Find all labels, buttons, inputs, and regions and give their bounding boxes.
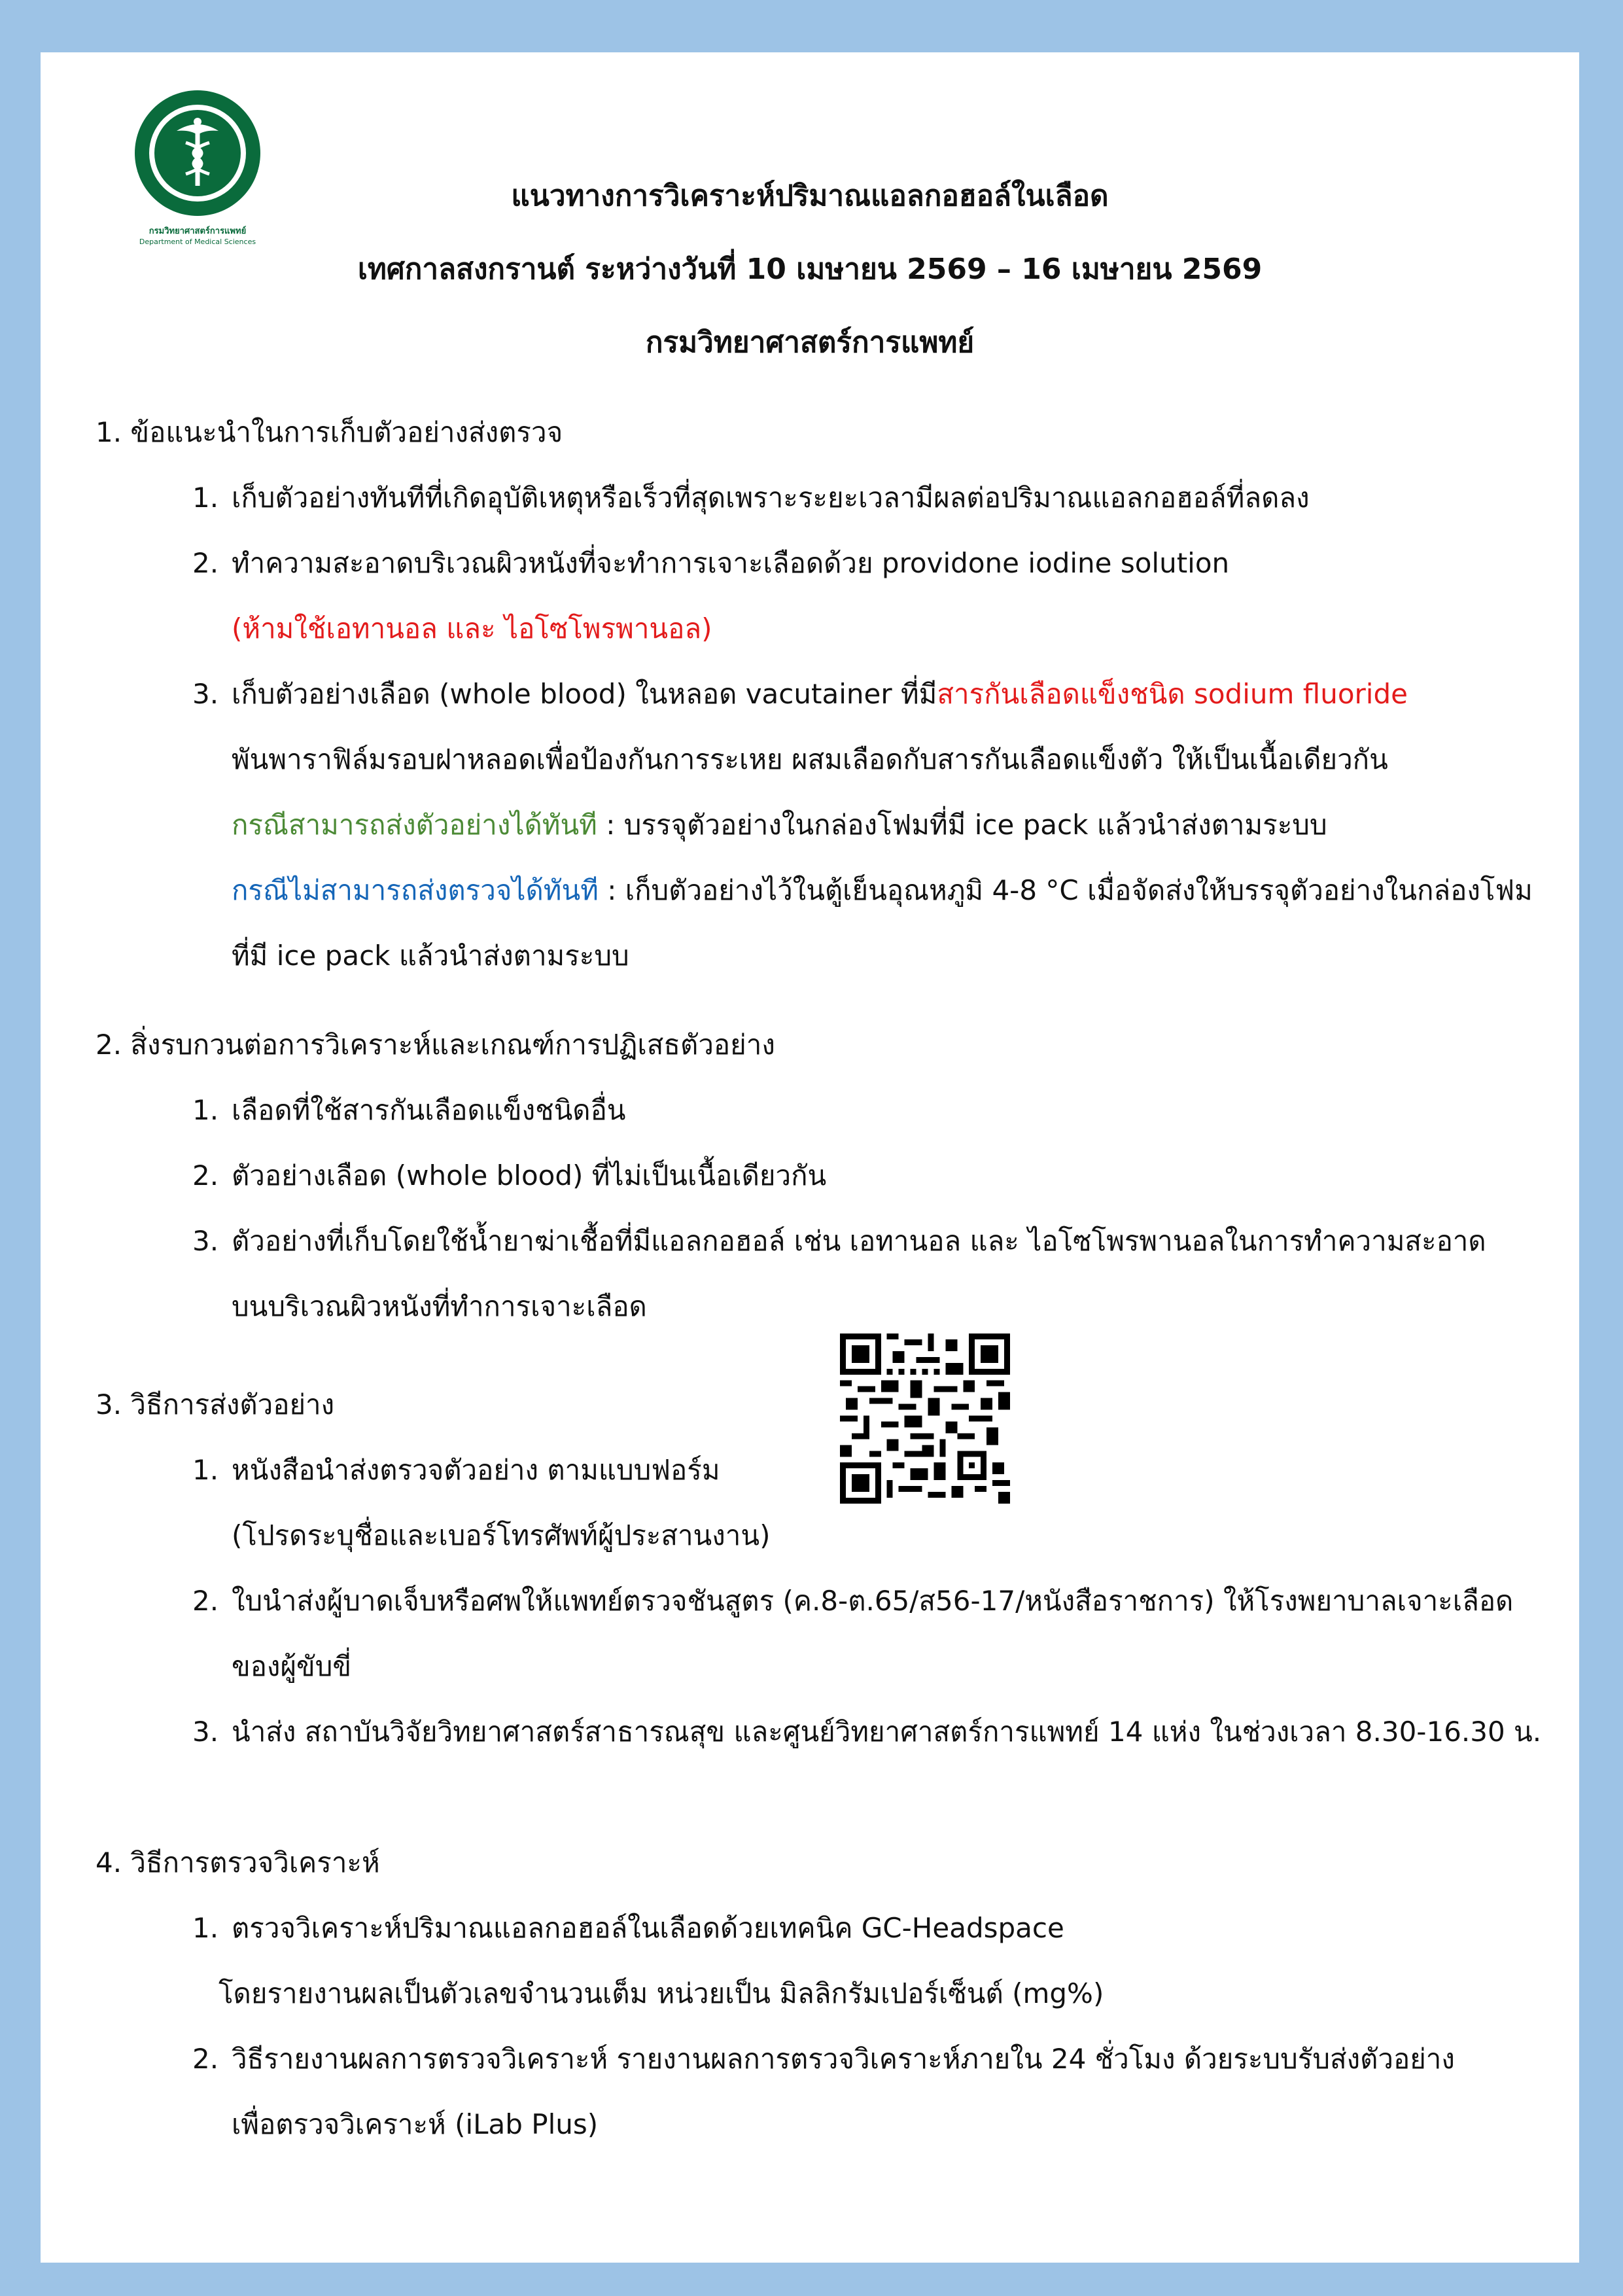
dmsc-logo bbox=[106, 88, 289, 246]
s3-item-1: 1. หนังสือนำส่งตรวจตัวอย่าง ตามแบบฟอร์ม bbox=[192, 1454, 720, 1486]
s1-item-3: 3. เก็บตัวอย่างเลือด (whole blood) ในหลอด vacutainer ที่มีสารกันเลือดแข็งชนิด sodium fluoride bbox=[192, 678, 1408, 710]
section-3-heading: 3. วิธีการส่งตัวอย่าง bbox=[96, 1388, 335, 1421]
logo-org-en: Department of Medical Sciences bbox=[139, 238, 256, 246]
s3-item-3: 3. นำส่ง สถาบันวิจัยวิทยาศาสตร์สาธารณสุข และศูนย์วิทยาศาสตร์การแพทย์ 14 แห่ง ในช่วงเวลา 8.30-16.30 น. bbox=[192, 1716, 1542, 1748]
s2-item-2: 2. ตัวอย่างเลือด (whole blood) ที่ไม่เป็นเนื้อเดียวกัน bbox=[192, 1159, 827, 1192]
s2-item-1: 1. เลือดที่ใช้สารกันเลือดแข็งชนิดอื่น bbox=[192, 1094, 626, 1126]
section-4-heading: 4. วิธีการตรวจวิเคราะห์ bbox=[96, 1846, 380, 1879]
section-1-heading: 1. ข้อแนะนำในการเก็บตัวอย่างส่งตรวจ bbox=[96, 416, 563, 448]
anticoagulant-highlight: สารกันเลือดแข็งชนิด sodium fluoride bbox=[937, 678, 1408, 710]
s2-item-3-cont: บนบริเวณผิวหนังที่ทำการเจาะเลือด bbox=[232, 1290, 647, 1322]
title-line-3: กรมวิทยาศาสตร์การแพทย์ bbox=[645, 326, 975, 359]
s1-case-delayed-cont: ที่มี ice pack แล้วนำส่งตามระบบ bbox=[232, 940, 629, 972]
s1-case-immediate: กรณีสามารถส่งตัวอย่างได้ทันที : บรรจุตัวอย่างในกล่องโฟมที่มี ice pack แล้วนำส่งตามระบบ bbox=[232, 809, 1327, 841]
s1-item-2: 2. ทำความสะอาดบริเวณผิวหนังที่จะทำการเจาะเลือดด้วย providone iodine solution bbox=[192, 547, 1230, 579]
case-immediate-label: กรณีสามารถส่งตัวอย่างได้ทันที bbox=[232, 809, 597, 841]
title-line-2: เทศกาลสงกรานต์ ระหว่างวันที่ 10 เมษายน 2569 – 16 เมษายน 2569 bbox=[357, 253, 1263, 286]
title-line-1: แนวทางการวิเคราะห์ปริมาณแอลกอฮอล์ในเลือด bbox=[511, 179, 1109, 213]
s1-item-3-cont: พันพาราฟิล์มรอบฝาหลอดเพื่อป้องกันการระเหย ผสมเลือดกับสารกันเลือดแข็งตัว ให้เป็นเนื้อเดียวกัน bbox=[232, 743, 1388, 775]
s4-item-2-cont: เพื่อตรวจวิเคราะห์ (iLab Plus) bbox=[232, 2108, 599, 2140]
s3-item-1-cont: (โปรดระบุชื่อและเบอร์โทรศัพท์ผู้ประสานงาน) bbox=[232, 1519, 771, 1551]
s4-item-2: 2. วิธีรายงานผลการตรวจวิเคราะห์ รายงานผลการตรวจวิเคราะห์ภายใน 24 ชั่วโมง ด้วยระบบรับส่งตัวอย่าง bbox=[192, 2043, 1455, 2075]
s1-case-delayed: กรณีไม่สามารถส่งตรวจได้ทันที : เก็บตัวอย่างไว้ในตู้เย็นอุณหภูมิ 4-8 °C เมื่อจัดส่งให้บรรจุตัวอย่างในกล่องโฟม bbox=[232, 874, 1533, 906]
section-2-heading: 2. สิ่งรบกวนต่อการวิเคราะห์และเกณฑ์การปฏิเสธตัวอย่าง bbox=[96, 1029, 775, 1061]
case-delayed-label: กรณีไม่สามารถส่งตรวจได้ทันที bbox=[232, 874, 599, 906]
s3-item-2-cont: ของผู้ขับขี่ bbox=[232, 1650, 352, 1682]
s4-item-1: 1. ตรวจวิเคราะห์ปริมาณแอลกอฮอล์ในเลือดด้วยเทคนิค GC-Headspace bbox=[192, 1912, 1064, 1944]
logo-org-th: กรมวิทยาศาสตร์การแพทย์ bbox=[148, 226, 247, 236]
qr-code-icon[interactable] bbox=[840, 1333, 1010, 1504]
s2-item-3: 3. ตัวอย่างที่เก็บโดยใช้น้ำยาฆ่าเชื้อที่มีแอลกอฮอล์ เช่น เอทานอล และ ไอโซโพรพานอลในการทำความสะอาด bbox=[192, 1225, 1486, 1257]
s3-item-2: 2. ใบนำส่งผู้บาดเจ็บหรือศพให้แพทย์ตรวจชันสูตร (ค.8-ต.65/ส56-17/หนังสือราชการ) ให้โรงพยาบาลเจาะเลือด bbox=[192, 1585, 1514, 1617]
s1-item-1: 1. เก็บตัวอย่างทันทีที่เกิดอุบัติเหตุหรือเร็วที่สุดเพราะระยะเวลามีผลต่อปริมาณแอลกอฮอล์ที่ลดลง bbox=[192, 482, 1310, 514]
s1-item-2-warning: (ห้ามใช้เอทานอล และ ไอโซโพรพานอล) bbox=[232, 612, 712, 645]
s4-item-1-cont: โดยรายงานผลเป็นตัวเลขจำนวนเต็ม หน่วยเป็น มิลลิกรัมเปอร์เซ็นต์ (mg%) bbox=[218, 1977, 1104, 2009]
document-page bbox=[41, 52, 1579, 2263]
